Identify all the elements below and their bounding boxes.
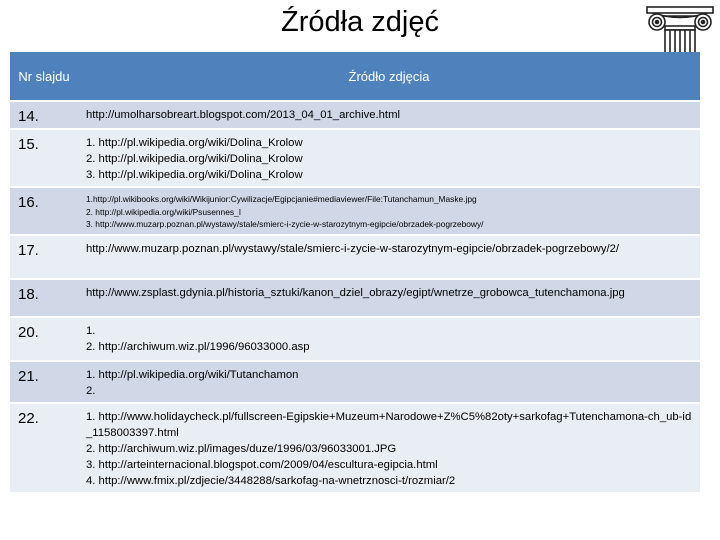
- table-row: [10, 235, 700, 279]
- photo-source-cell: [78, 403, 700, 492]
- ionic-column-icon: [641, 0, 720, 58]
- source-link[interactable]: http://www.muzarp.poznan.pl/wystawy/stale/smierc-i-zycie-w-starozytnym-egipcie/obrzadek-pogrzebowy/2/: [86, 242, 620, 255]
- table-header-row: [10, 52, 700, 101]
- slide-number: 21.: [10, 361, 78, 403]
- slide-number: 14.: [10, 101, 78, 129]
- sources-table: [10, 52, 700, 492]
- page-title: Źródła zdjęć: [281, 6, 439, 38]
- source-link[interactable]: 3. http://www.muzarp.poznan.pl/wystawy/stale/smierc-i-zycie-w-starozytnym-egipcie/obrzadek-pogrzebowy/: [86, 219, 484, 229]
- source-link[interactable]: http://www.zsplast.gdynia.pl/historia_sztuki/kanon_dziel_obrazy/egipt/wnetrze_grobowca_tutenchamona.jpg: [86, 286, 625, 299]
- header-photo-source: Źródło zdjęcia: [78, 52, 700, 101]
- source-link[interactable]: 2. http://archiwum.wiz.pl/images/duze/1996/03/96033001.JPG: [86, 442, 397, 455]
- table-row: [10, 403, 700, 492]
- photo-source-cell: [78, 101, 700, 129]
- source-link: 1.: [86, 324, 96, 337]
- slide-number: 17.: [10, 235, 78, 279]
- source-link[interactable]: 3. http://arteinternacional.blogspot.com/2009/04/escultura-egipcia.html: [86, 458, 438, 471]
- source-link[interactable]: 1. http://pl.wikipedia.org/wiki/Dolina_Krolow: [86, 137, 303, 149]
- table-row: [10, 361, 700, 403]
- slide-number: 20.: [10, 317, 78, 361]
- photo-source-cell: [78, 361, 700, 403]
- source-link[interactable]: 2. http://pl.wikipedia.org/wiki/Psusennes_I: [86, 206, 242, 217]
- slide-number: 22.: [10, 403, 78, 492]
- slide-number: 15.: [10, 129, 78, 187]
- source-link[interactable]: 1. http://www.holidaycheck.pl/fullscreen-Egipskie+Muzeum+Narodowe+Z%C5%82oty+sarkofag+Tutenchamona-ch_ub-id_1158003397.html: [86, 410, 692, 439]
- source-link[interactable]: 1.http://pl.wikibooks.org/wiki/Wikijunior:Cywilizacje/Egipcjanie#mediaviewer/File:Tutanchamun_Maske.jpg: [86, 194, 477, 204]
- table-row: [10, 129, 700, 187]
- slide-number: 18.: [10, 279, 78, 317]
- source-link[interactable]: 3. http://pl.wikipedia.org/wiki/Dolina_Krolow: [86, 169, 303, 181]
- table-row: [10, 279, 700, 317]
- source-link[interactable]: 2. http://pl.wikipedia.org/wiki/Dolina_Krolow: [86, 153, 303, 165]
- table-row: [10, 317, 700, 361]
- photo-source-cell: [78, 129, 700, 187]
- source-link: 2.: [86, 384, 96, 397]
- source-link[interactable]: 1. http://pl.wikipedia.org/wiki/Tutanchamon: [86, 368, 299, 381]
- table-row: [10, 187, 700, 235]
- source-link[interactable]: http://umolharsobreart.blogspot.com/2013_04_01_archive.html: [86, 109, 400, 121]
- header-slide-number: Nr slajdu: [10, 52, 78, 101]
- slide-number: 16.: [10, 187, 78, 235]
- table-row: [10, 101, 700, 129]
- photo-source-cell: [78, 279, 700, 317]
- source-link[interactable]: 4. http://www.fmix.pl/zdjecie/3448288/sarkofag-na-wnetrznosci-t/rozmiar/2: [86, 474, 456, 487]
- photo-source-cell: [78, 235, 700, 279]
- source-link[interactable]: 2. http://archiwum.wiz.pl/1996/96033000.asp: [86, 340, 310, 353]
- photo-source-cell: [78, 187, 700, 235]
- photo-source-cell: [78, 317, 700, 361]
